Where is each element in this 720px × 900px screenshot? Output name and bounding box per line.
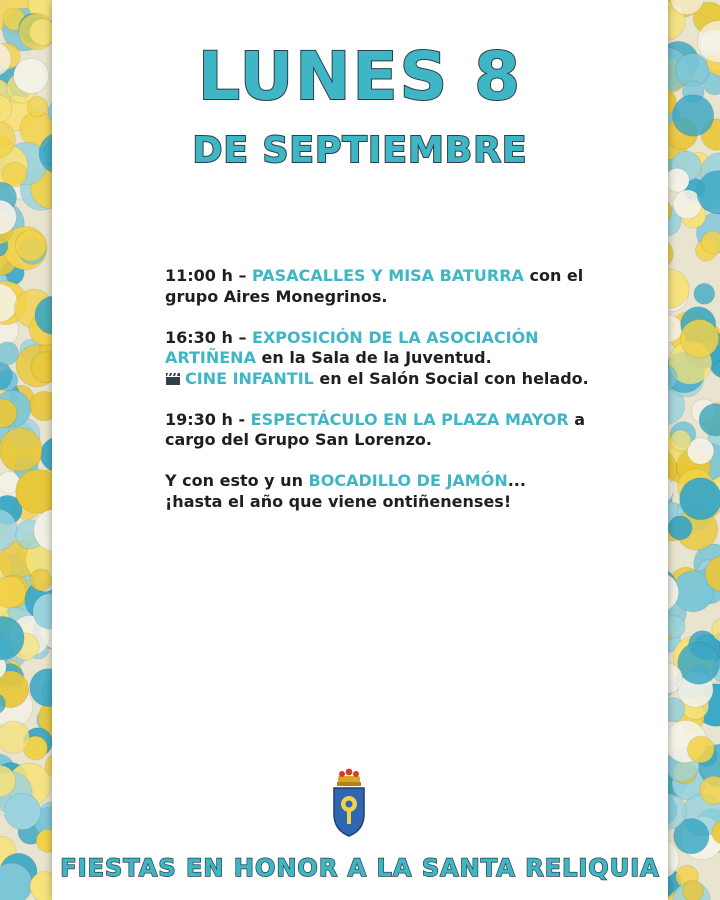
entry-time: 11:00 h –: [165, 266, 253, 285]
entry-highlight: CINE INFANTIL: [185, 368, 314, 388]
footer-title: FIESTAS EN HONOR A LA SANTA RELIQUIA: [60, 854, 660, 882]
program-card: [52, 0, 668, 900]
entry-text: ...: [507, 471, 526, 490]
municipal-crest-icon: [330, 768, 368, 838]
film-clapper-icon: [165, 372, 181, 386]
program-entry: [165, 266, 595, 307]
program-entry: [165, 471, 595, 512]
confetti-border-left: [0, 0, 56, 900]
entry-highlight: PASACALLES Y MISA BATURRA: [252, 266, 524, 285]
confetti-border-right: [664, 0, 720, 900]
day-title: LUNES 8: [197, 38, 523, 115]
entry-time: 16:30 h –: [165, 327, 253, 347]
entry-highlight: ESPECTÁCULO EN LA PLAZA MAYOR: [250, 409, 569, 429]
entry-text: Y con esto y un: [165, 471, 309, 490]
entry-time: 19:30 h -: [165, 409, 251, 429]
entry-closing: ¡hasta el año que viene ontiñenenses!: [165, 491, 512, 511]
entry-text: con el grupo Aires Monegrinos.: [165, 266, 584, 306]
entry-text: en el Salón Social con helado.: [313, 368, 589, 388]
program-entry: [165, 328, 595, 390]
program-entry: [165, 410, 595, 451]
program-list: [165, 266, 595, 533]
month-title: DE SEPTIEMBRE: [192, 130, 528, 171]
entry-highlight: BOCADILLO DE JAMÓN: [308, 471, 508, 490]
entry-text: en la Sala de la Juventud.: [255, 348, 492, 367]
entry-text: a cargo del Grupo San Lorenzo.: [165, 409, 586, 449]
entry-highlight: EXPOSICIÓN DE LA ASOCIACIÓN ARTIÑENA: [165, 327, 539, 367]
